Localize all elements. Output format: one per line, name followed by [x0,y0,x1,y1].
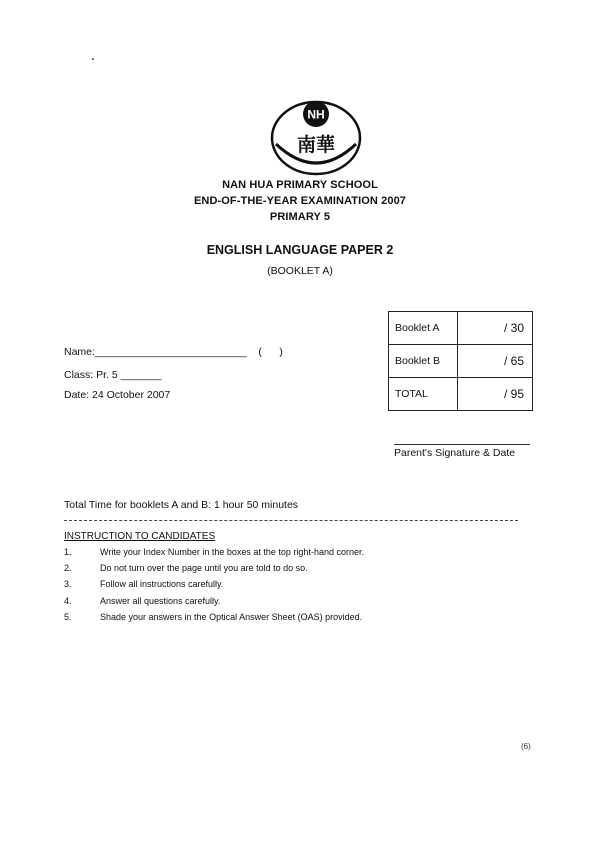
score-table [388,311,533,411]
instruction-text: Shade your answers in the Optical Answer Sheet (OAS) provided. [100,612,363,622]
class-field: Class: Pr. 5 _______ [64,369,162,381]
signature-line [394,444,530,445]
instruction-text: Do not turn over the page until you are told to do so. [100,563,308,573]
score-label: Booklet B [389,345,458,378]
scan-speck [92,58,94,60]
school-logo-emblem [270,96,362,176]
score-label: TOTAL [389,378,458,411]
total-time: Total Time for booklets A and B: 1 hour 50 minutes [64,499,299,511]
name-field: Name:__________________________ ( ) [64,346,283,358]
score-label: Booklet A [389,312,458,345]
paper-title: ENGLISH LANGUAGE PAPER 2 [206,243,394,257]
exam-title: END-OF-THE-YEAR EXAMINATION 2007 [193,195,407,207]
instruction-text: Follow all instructions carefully. [100,579,224,589]
instruction-text: Answer all questions carefully. [100,596,221,606]
page-number: (6) [521,742,531,751]
score-value: / 30 [458,312,533,345]
booklet-label: (BOOKLET A) [267,265,333,277]
logo-initials: NH [307,107,325,122]
school-name: NAN HUA PRIMARY SCHOOL [222,179,378,191]
score-row-booklet-b [389,345,533,378]
instruction-number: 2. [64,563,72,573]
instruction-number: 4. [64,596,72,606]
score-row-booklet-a [389,312,533,345]
date-field: Date: 24 October 2007 [64,389,171,401]
school-logo [270,96,362,176]
logo-chinese-name: 南華 [296,134,336,156]
score-value: / 65 [458,345,533,378]
score-row-total [389,378,533,411]
score-value: / 95 [458,378,533,411]
instruction-number: 1. [64,547,72,557]
signature-label: Parent's Signature & Date [394,447,516,459]
instruction-number: 5. [64,612,72,622]
level-title: PRIMARY 5 [269,211,331,223]
instruction-text: Write your Index Number in the boxes at the top right-hand corner. [100,547,364,557]
instruction-number: 3. [64,579,72,589]
instructions-title: INSTRUCTION TO CANDIDATES [64,531,216,542]
divider-line [64,520,518,521]
